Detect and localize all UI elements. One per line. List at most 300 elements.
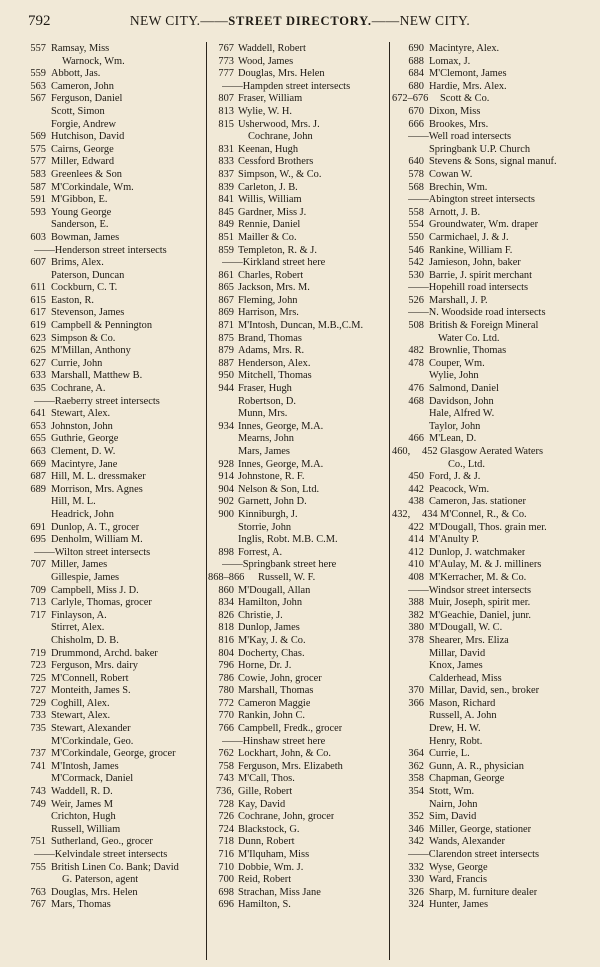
occupant-name: Simpson & Co. xyxy=(51,332,116,344)
directory-entry xyxy=(208,748,392,761)
house-number: 709 xyxy=(30,584,46,596)
directory-entry xyxy=(14,484,204,497)
occupant-name: Easton, R. xyxy=(51,294,95,306)
occupant-name: Adams, Mrs. R. xyxy=(238,345,305,357)
directory-entry xyxy=(392,534,590,547)
directory-entry xyxy=(392,68,590,81)
occupant-name: M'Kay, J. & Co. xyxy=(238,634,306,646)
house-number: 860 xyxy=(218,584,234,596)
house-number: 326 xyxy=(408,886,424,898)
directory-entry xyxy=(14,874,204,887)
house-number: 655 xyxy=(30,433,46,445)
directory-entry xyxy=(392,509,590,522)
directory-entry xyxy=(392,119,590,132)
house-number: 669 xyxy=(30,458,46,470)
street-name: ——Hinshaw street here xyxy=(222,735,326,747)
occupant-name: Usherwood, Mrs. J. xyxy=(238,118,320,130)
house-number: 324 xyxy=(408,899,424,911)
house-number: 689 xyxy=(30,483,46,495)
occupant-name: Ferguson, Mrs. Elizabeth xyxy=(238,760,343,772)
occupant-name: Willis, William xyxy=(238,194,302,206)
directory-entry xyxy=(14,56,204,69)
directory-entry xyxy=(392,446,590,459)
street-name: ——Well road intersects xyxy=(408,131,512,143)
house-number: 688 xyxy=(408,55,424,67)
directory-entry xyxy=(14,156,204,169)
occupant-name: Wood, James xyxy=(238,55,294,67)
street-name: ——Kirkland street here xyxy=(222,257,326,269)
occupant-name: Douglas, Mrs. Helen xyxy=(238,68,325,80)
occupant-name: Taylor, John xyxy=(429,420,481,432)
street-intersection-note xyxy=(14,547,204,560)
directory-entry xyxy=(14,811,204,824)
occupant-name: Hardie, Mrs. Alex. xyxy=(429,80,507,92)
directory-entry xyxy=(208,648,392,661)
directory-entry xyxy=(208,131,392,144)
house-number: 841 xyxy=(218,194,234,206)
occupant-name: Mars, James xyxy=(238,446,290,457)
occupant-name: Marshall, J. P. xyxy=(429,294,488,306)
occupant-name: Greenlees & Son xyxy=(51,168,122,180)
directory-entry xyxy=(208,572,392,585)
house-number: 388 xyxy=(408,597,424,609)
occupant-name: Forgie, Andrew xyxy=(51,118,117,130)
occupant-name: Coghill, Alex. xyxy=(51,697,110,709)
house-number: 653 xyxy=(30,420,46,432)
occupant-name: Macintyre, Alex. xyxy=(429,43,500,54)
occupant-name: Wylie, W. H. xyxy=(238,105,292,117)
house-number: 902 xyxy=(218,496,234,508)
directory-entry xyxy=(208,799,392,812)
house-number: 944 xyxy=(218,383,234,395)
house-number: 815 xyxy=(218,118,234,130)
house-number: 867 xyxy=(218,294,234,306)
street-intersection-note xyxy=(392,282,590,295)
house-number: 758 xyxy=(218,760,234,772)
house-number: 707 xyxy=(30,559,46,571)
directory-entry xyxy=(14,522,204,535)
directory-entry xyxy=(392,459,590,472)
house-number: 607 xyxy=(30,257,46,269)
house-number: 695 xyxy=(30,534,46,546)
directory-entry xyxy=(208,534,392,547)
house-number: 663 xyxy=(30,446,46,457)
house-number: 950 xyxy=(218,370,234,382)
house-number: 735 xyxy=(30,723,46,735)
directory-entry xyxy=(208,194,392,207)
occupant-name: Miller, Edward xyxy=(51,156,115,168)
house-number: 849 xyxy=(218,219,234,231)
occupant-name: Strachan, Miss Jane xyxy=(238,886,321,898)
house-number: 460, xyxy=(392,446,411,457)
directory-entry xyxy=(392,673,590,686)
directory-entry xyxy=(208,320,392,333)
house-number: 804 xyxy=(218,647,234,659)
occupant-name: Brookes, Mrs. xyxy=(429,118,489,130)
house-number: 591 xyxy=(30,194,46,206)
directory-entry xyxy=(208,295,392,308)
directory-entry xyxy=(208,874,392,887)
directory-entry xyxy=(392,648,590,661)
house-number: 786 xyxy=(218,672,234,684)
occupant-name: Marshall, Matthew B. xyxy=(51,370,143,382)
occupant-name: Garnett, John D. xyxy=(238,496,307,508)
directory-entry xyxy=(208,610,392,623)
occupant-name: M'Millan, Anthony xyxy=(51,345,131,357)
house-number: 546 xyxy=(408,244,424,256)
house-number: 364 xyxy=(408,748,424,760)
directory-entry xyxy=(392,597,590,610)
house-number: 816 xyxy=(218,634,234,646)
street-intersection-note xyxy=(392,849,590,862)
directory-entry xyxy=(392,182,590,195)
occupant-name: Campbell & Pennington xyxy=(51,320,153,332)
house-number: 887 xyxy=(218,357,234,369)
occupant-name: Fraser, William xyxy=(238,93,303,105)
directory-entry xyxy=(208,811,392,824)
house-number: 751 xyxy=(30,836,46,848)
house-number: 767 xyxy=(30,899,46,911)
occupant-name: Hunter, James xyxy=(429,899,489,911)
occupant-name: Johnston, John xyxy=(51,420,113,432)
directory-entry xyxy=(14,131,204,144)
occupant-name: Ferguson, Mrs. dairy xyxy=(51,660,138,672)
street-intersection-note xyxy=(392,307,590,320)
directory-entry xyxy=(14,320,204,333)
directory-entry xyxy=(14,572,204,585)
directory-entry xyxy=(208,585,392,598)
house-number: 354 xyxy=(408,786,424,798)
occupant-name: Hutchison, David xyxy=(51,131,125,143)
occupant-name: Guthrie, George xyxy=(51,433,119,445)
street-name: ——Wilton street intersects xyxy=(34,546,151,558)
occupant-name: Brownlie, Thomas xyxy=(429,345,507,357)
directory-entry xyxy=(392,219,590,232)
directory-entry xyxy=(208,836,392,849)
occupant-name: Knox, James xyxy=(429,660,483,672)
occupant-name: M'Corkindale, George, grocer xyxy=(51,748,176,760)
directory-entry xyxy=(208,56,392,69)
house-number: 690 xyxy=(408,43,424,54)
directory-entry xyxy=(208,660,392,673)
house-number: 696 xyxy=(218,899,234,911)
occupant-name: Abbott, Jas. xyxy=(51,68,101,80)
street-name: ——N. Woodside road intersects xyxy=(408,307,546,319)
street-name: ——Hopehill road intersects xyxy=(408,282,529,294)
directory-entry xyxy=(392,232,590,245)
occupant-name: Wands, Alexander xyxy=(429,836,505,848)
occupant-name: Waddell, R. D. xyxy=(51,786,113,798)
directory-entry xyxy=(392,622,590,635)
directory-entry xyxy=(14,736,204,749)
house-number: 680 xyxy=(408,80,424,92)
occupant-name: Gardner, Miss J. xyxy=(238,206,307,218)
occupant-name: Hamilton, S. xyxy=(238,899,291,911)
street-intersection-note xyxy=(14,849,204,862)
occupant-name: Millar, David xyxy=(429,647,486,659)
directory-entry xyxy=(392,270,590,283)
house-number: 934 xyxy=(218,420,234,432)
house-number: 578 xyxy=(408,168,424,180)
occupant-name: Cessford Brothers xyxy=(238,156,314,168)
occupant-name: Innes, George, M.A. xyxy=(238,420,324,432)
house-number: 410 xyxy=(408,559,424,571)
house-number: 780 xyxy=(218,685,234,697)
directory-entry xyxy=(208,119,392,132)
house-number: 563 xyxy=(30,80,46,92)
house-number: 625 xyxy=(30,345,46,357)
column-divider xyxy=(206,42,207,960)
directory-entry xyxy=(14,358,204,371)
occupant-name: Clement, D. W. xyxy=(51,446,116,457)
house-number: 583 xyxy=(30,168,46,180)
directory-entry xyxy=(392,207,590,220)
directory-entry xyxy=(208,484,392,497)
directory-entry xyxy=(208,333,392,346)
occupant-name: Sanderson, E. xyxy=(51,219,109,231)
street-name: ——Henderson street intersects xyxy=(34,244,167,256)
house-number: 818 xyxy=(218,622,234,634)
house-number: 837 xyxy=(218,168,234,180)
occupant-name: 452 Glasgow Aerated Waters xyxy=(422,446,544,457)
occupant-name: Mitchell, Thomas xyxy=(238,370,312,382)
directory-entry xyxy=(14,333,204,346)
directory-entry xyxy=(208,169,392,182)
directory-entry xyxy=(14,648,204,661)
house-number: 615 xyxy=(30,294,46,306)
house-number: 845 xyxy=(218,206,234,218)
occupant-name: Muir, Joseph, spirit mer. xyxy=(429,597,531,609)
directory-entry xyxy=(208,219,392,232)
occupant-name: Kinniburgh, J. xyxy=(238,508,298,520)
directory-entry xyxy=(392,496,590,509)
occupant-name: Currie, L. xyxy=(429,748,470,760)
occupant-name: Mason, Richard xyxy=(429,697,496,709)
directory-entry xyxy=(392,320,590,333)
house-number: 569 xyxy=(30,131,46,143)
directory-entry xyxy=(14,307,204,320)
occupant-name: Brims, Alex. xyxy=(51,257,104,269)
house-number: 865 xyxy=(218,282,234,294)
directory-entry xyxy=(14,194,204,207)
directory-entry xyxy=(208,685,392,698)
house-number: 796 xyxy=(218,660,234,672)
occupant-name: M'Call, Thos. xyxy=(238,773,295,785)
occupant-name: Blackstock, G. xyxy=(238,823,300,835)
page-header xyxy=(18,12,582,30)
street-intersection-note xyxy=(14,245,204,258)
house-number: 672–676 xyxy=(392,93,429,105)
house-number: 476 xyxy=(408,383,424,395)
directory-entry xyxy=(14,383,204,396)
directory-entry xyxy=(392,786,590,799)
house-number: 603 xyxy=(30,231,46,243)
occupant-name: Wyse, George xyxy=(429,861,488,873)
directory-entry xyxy=(392,723,590,736)
occupant-name: Reid, Robert xyxy=(238,874,292,886)
house-number: 611 xyxy=(30,282,46,294)
directory-entry xyxy=(208,459,392,472)
occupant-name: Stott, Wm. xyxy=(429,786,475,798)
directory-entry xyxy=(208,509,392,522)
house-number: 875 xyxy=(218,332,234,344)
occupant-name: Sutherland, Geo., grocer xyxy=(51,836,153,848)
occupant-name: British & Foreign Mineral xyxy=(429,320,539,332)
directory-entry xyxy=(14,446,204,459)
house-number: 698 xyxy=(218,886,234,898)
house-number: 687 xyxy=(30,471,46,483)
directory-entry xyxy=(14,635,204,648)
house-number: 851 xyxy=(218,231,234,243)
occupant-name: Lockhart, John, & Co. xyxy=(238,748,331,760)
directory-entry xyxy=(14,421,204,434)
occupant-name: Harrison, Mrs. xyxy=(238,307,299,319)
occupant-name: Salmond, Daniel xyxy=(429,383,499,395)
house-number: 382 xyxy=(408,609,424,621)
directory-entry xyxy=(14,232,204,245)
directory-entry xyxy=(208,207,392,220)
directory-entry xyxy=(208,282,392,295)
house-number: 593 xyxy=(30,206,46,218)
directory-entry xyxy=(392,887,590,900)
directory-entry xyxy=(392,685,590,698)
occupant-name: Sim, David xyxy=(429,811,477,823)
occupant-name: Carmichael, J. & J. xyxy=(429,231,509,243)
occupant-name: Henry, Robt. xyxy=(429,735,483,747)
occupant-name: Templeton, R. & J. xyxy=(238,244,317,256)
directory-entry xyxy=(208,245,392,258)
house-number: 352 xyxy=(408,811,424,823)
occupant-name: Peacock, Wm. xyxy=(429,483,490,495)
occupant-name: Campbell, Fredk., grocer xyxy=(238,723,343,735)
directory-entry xyxy=(208,698,392,711)
occupant-name: Finlayson, A. xyxy=(51,609,107,621)
occupant-name: Jackson, Mrs. M. xyxy=(238,282,310,294)
directory-entry xyxy=(392,610,590,623)
directory-entry xyxy=(392,421,590,434)
occupant-name: Christie, J. xyxy=(238,609,283,621)
occupant-name: M'Intosh, Duncan, M.B.,C.M. xyxy=(238,320,364,332)
street-name: ——Springbank street here xyxy=(222,559,337,571)
house-number: 380 xyxy=(408,622,424,634)
house-number: 342 xyxy=(408,836,424,848)
directory-entry xyxy=(208,106,392,119)
directory-entry xyxy=(14,660,204,673)
directory-entry xyxy=(392,93,590,106)
directory-entry xyxy=(208,761,392,774)
occupant-name: Couper, Wm. xyxy=(429,357,485,369)
occupant-name: Miller, James xyxy=(51,559,108,571)
occupant-name: M'Anulty P. xyxy=(429,534,479,546)
directory-entry xyxy=(208,673,392,686)
occupant-name: Ford, J. & J. xyxy=(429,471,481,483)
house-number: 557 xyxy=(30,43,46,54)
directory-entry xyxy=(14,282,204,295)
column-middle xyxy=(208,43,392,912)
house-number: 716 xyxy=(218,849,234,860)
directory-entry xyxy=(14,68,204,81)
street-intersection-note xyxy=(14,396,204,409)
occupant-name: M'Corkindale, Geo. xyxy=(51,735,134,747)
directory-entry xyxy=(14,710,204,723)
occupant-name: Headrick, John xyxy=(51,508,114,520)
occupant-name: Munn, Mrs. xyxy=(238,408,288,420)
directory-entry xyxy=(208,849,392,862)
occupant-name: Springbank U.P. Church xyxy=(429,143,531,155)
directory-entry xyxy=(392,396,590,409)
directory-entry xyxy=(14,471,204,484)
occupant-name: M'Lean, D. xyxy=(429,433,477,445)
directory-entry xyxy=(14,622,204,635)
house-number: 755 xyxy=(30,861,46,873)
occupant-name: Crichton, Hugh xyxy=(51,811,116,823)
occupant-name: Cowan W. xyxy=(429,168,473,180)
house-number: 438 xyxy=(408,496,424,508)
directory-entry xyxy=(208,43,392,56)
occupant-name: Dunlop, James xyxy=(238,622,300,634)
occupant-name: Stewart, Alex. xyxy=(51,408,111,420)
directory-entry xyxy=(208,723,392,736)
directory-entry xyxy=(392,572,590,585)
occupant-name: Dunlop, A. T., grocer xyxy=(51,521,140,533)
occupant-name: Stewart, Alex. xyxy=(51,710,111,722)
street-intersection-note xyxy=(392,585,590,598)
occupant-name: 434 M'Connel, R., & Co. xyxy=(422,508,527,520)
street-intersection-note xyxy=(392,194,590,207)
house-number: 904 xyxy=(218,483,234,495)
directory-entry xyxy=(208,635,392,648)
occupant-name: Sharp, M. furniture dealer xyxy=(429,886,538,898)
house-number: 770 xyxy=(218,710,234,722)
house-number: 766 xyxy=(218,723,234,735)
directory-entry xyxy=(208,93,392,106)
occupant-name: M'Intosh, James xyxy=(51,760,119,772)
occupant-name: Johnstone, R. F. xyxy=(238,471,305,483)
directory-entry xyxy=(392,862,590,875)
house-number: 762 xyxy=(218,748,234,760)
occupant-name: Shearer, Mrs. Eliza xyxy=(429,634,509,646)
house-number: 623 xyxy=(30,332,46,344)
occupant-name: Co., Ltd. xyxy=(448,458,485,470)
directory-entry xyxy=(14,408,204,421)
directory-entry xyxy=(208,370,392,383)
house-number: 723 xyxy=(30,660,46,672)
running-title xyxy=(18,12,582,30)
directory-entry xyxy=(392,345,590,358)
street-name: ——Kelvindale street intersects xyxy=(34,849,168,860)
occupant-name: Gillespie, James xyxy=(51,571,120,583)
house-number: 633 xyxy=(30,370,46,382)
directory-entry xyxy=(392,635,590,648)
house-number: 733 xyxy=(30,710,46,722)
house-number: 900 xyxy=(218,508,234,520)
occupant-name: Chisholm, D. B. xyxy=(51,634,119,646)
occupant-name: M'Connell, Robert xyxy=(51,672,129,684)
occupant-name: Denholm, William M. xyxy=(51,534,143,546)
occupant-name: M'Kerracher, M. & Co. xyxy=(429,571,527,583)
house-number: 898 xyxy=(218,546,234,558)
occupant-name: G. Paterson, agent xyxy=(62,874,139,886)
occupant-name: Campbell, Miss J. D. xyxy=(51,584,139,596)
directory-entry xyxy=(14,610,204,623)
directory-entry xyxy=(14,773,204,786)
occupant-name: M'Dougall, W. C. xyxy=(429,622,503,634)
house-number: 358 xyxy=(408,773,424,785)
house-number: 346 xyxy=(408,823,424,835)
directory-entry xyxy=(392,773,590,786)
house-number: 736, xyxy=(215,786,234,798)
occupant-name: Davidson, John xyxy=(429,395,494,407)
